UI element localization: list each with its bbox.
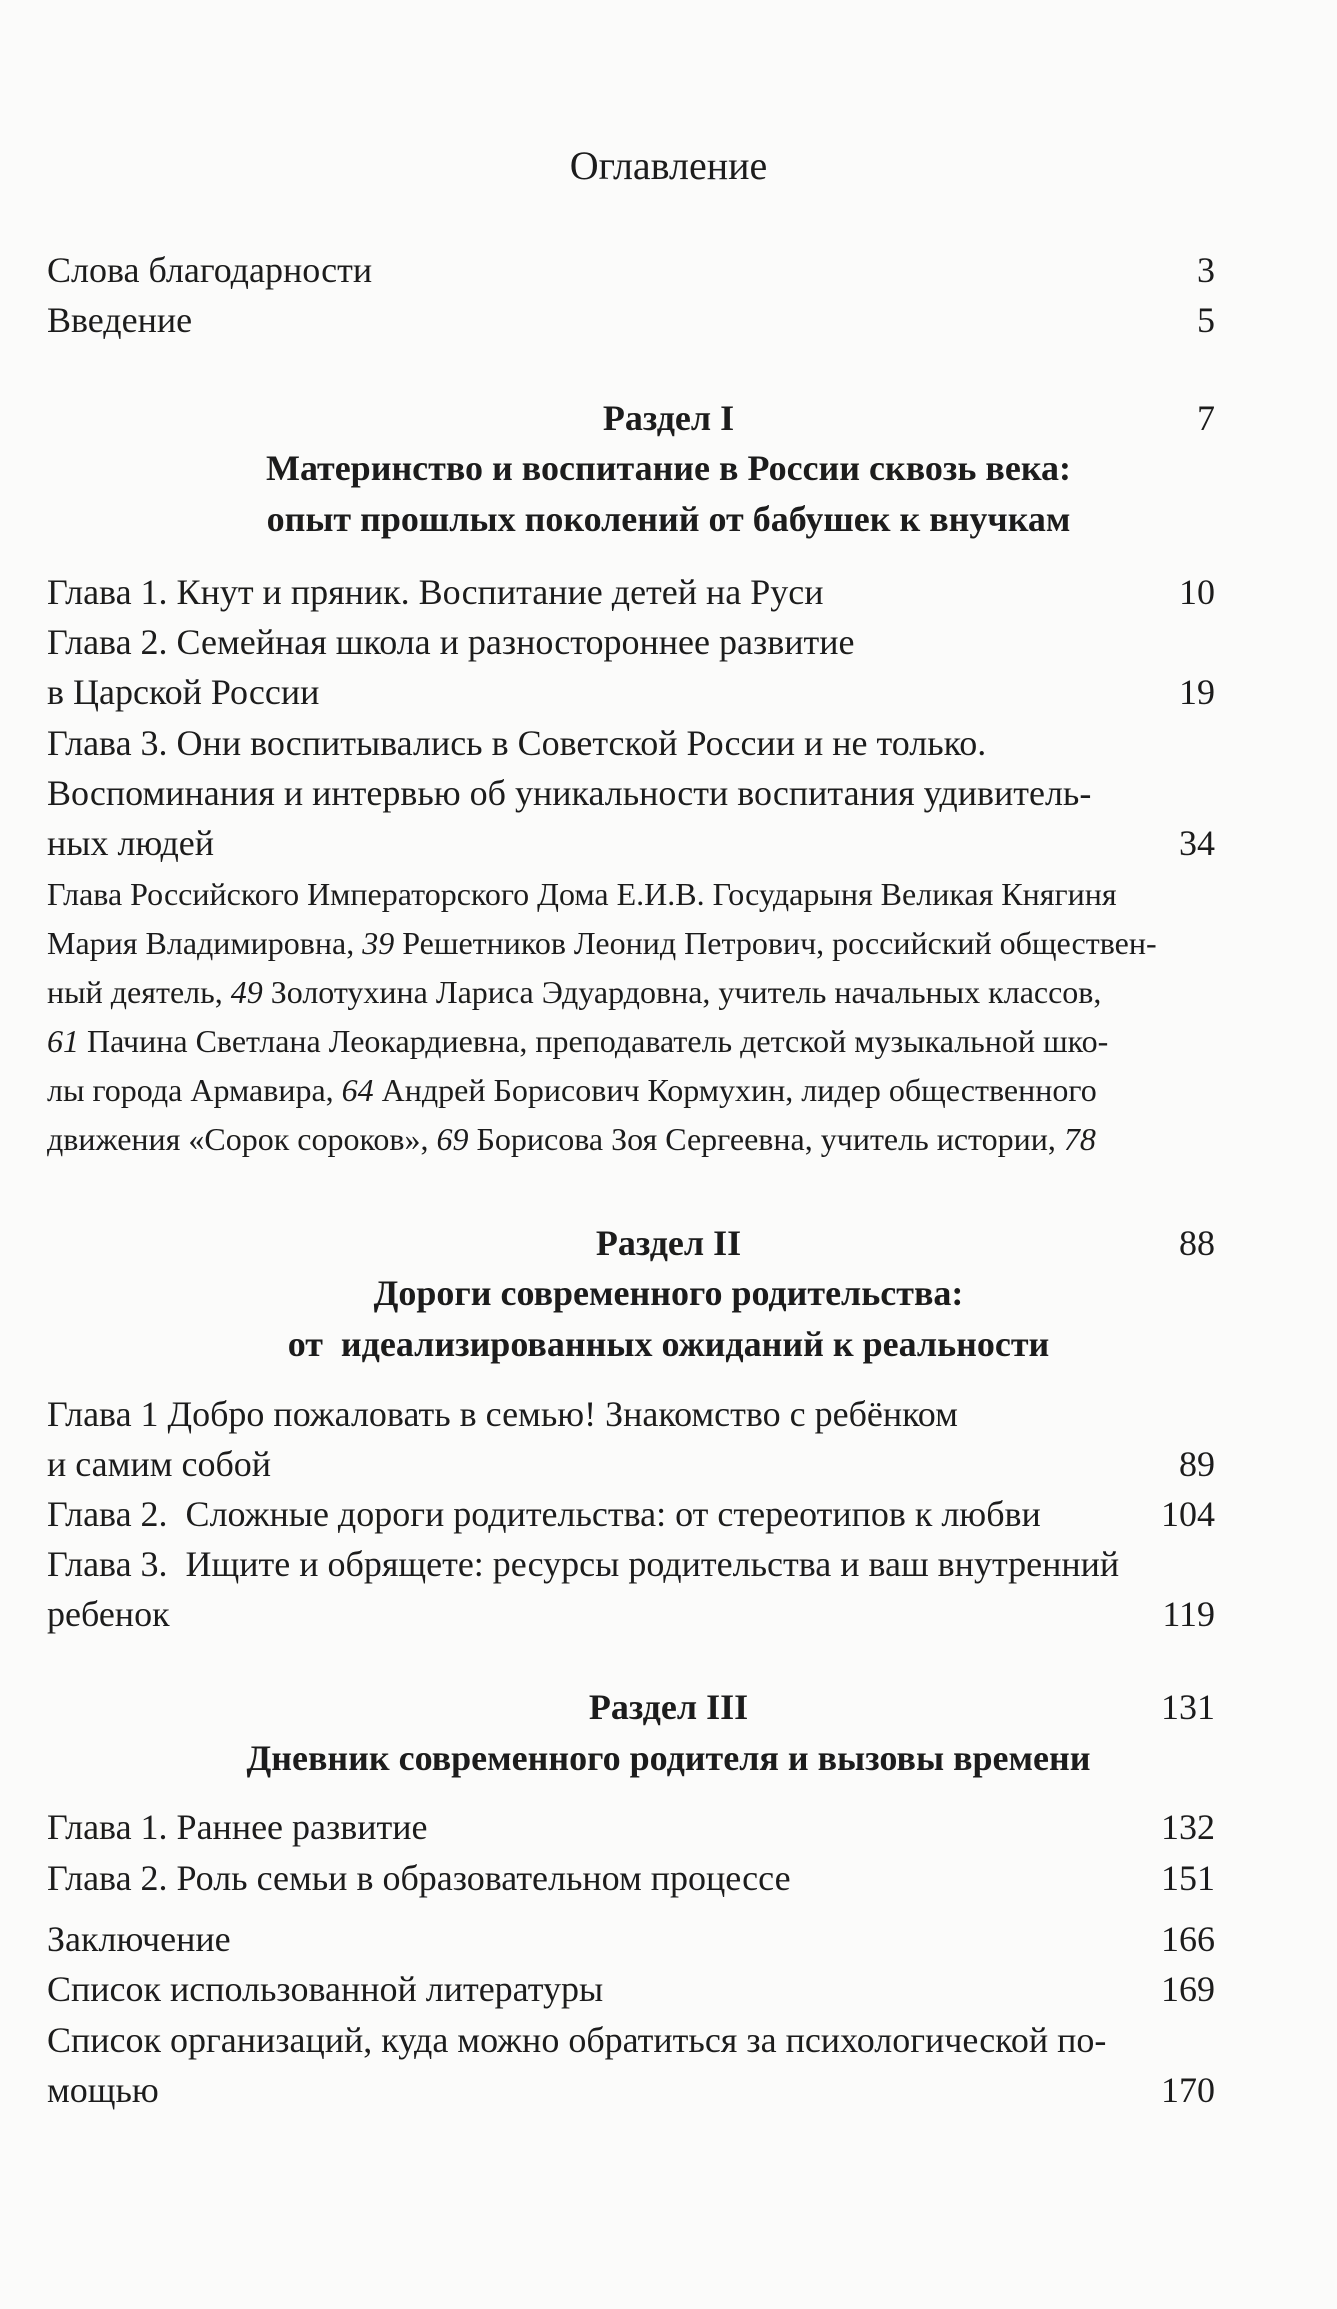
entry-title: ных людей (47, 823, 215, 863)
entry-title: Глава 2. Сложные дороги родительства: от стереотипов к любви (47, 1494, 1041, 1534)
toc-entry-line (47, 617, 1215, 667)
section-page: 7 (1197, 398, 1215, 438)
toc-entry-line (47, 768, 1215, 818)
section-subtitle: Дневник современного родителя и вызовы времени (246, 1738, 1091, 1778)
section-subtitle: опыт прошлых поколений от бабушек к внучкам (266, 499, 1071, 539)
entry-page: 89 (1179, 1444, 1215, 1484)
section-subtitle: от идеализированных ожиданий к реальности (287, 1324, 1050, 1364)
toc-entry (47, 1489, 1215, 1539)
toc-entry (47, 567, 1215, 617)
section-title: Раздел III (588, 1687, 749, 1727)
entry-page: 34 (1179, 823, 1215, 863)
entry-page: 170 (1161, 2070, 1215, 2110)
entry-title: Воспоминания и интервью об уникальности воспитания удивитель- (47, 773, 1092, 813)
entry-page: 166 (1161, 1919, 1215, 1959)
toc-entry (47, 1914, 1215, 1964)
entry-title: в Царской России (47, 672, 320, 712)
entry-title: Список организаций, куда можно обратиться за психологической по- (47, 2020, 1107, 2060)
toc-entry (47, 1589, 1215, 1639)
toc-entry (47, 667, 1215, 717)
entry-title: Глава 2. Семейная школа и разностороннее развитие (47, 622, 855, 662)
toc-entry-line (47, 2015, 1215, 2065)
interview-line: Глава Российского Императорского Дома Е.И.В. Государыня Великая Княгиня (47, 876, 1117, 912)
interview-line: ный деятель, 49 Золотухина Лариса Эдуардовна, учитель начальных классов, (47, 974, 1102, 1010)
section-title: Раздел I (602, 398, 735, 438)
toc-entry (47, 1802, 1215, 1852)
entry-title: Глава 1. Раннее развитие (47, 1807, 428, 1847)
entry-page: 10 (1179, 572, 1215, 612)
section-subtitle: Материнство и воспитание в России сквозь века: (265, 448, 1072, 488)
entry-title: и самим собой (47, 1444, 272, 1484)
interview-line: лы города Армавира, 64 Андрей Борисович Кормухин, лидер общественного (47, 1072, 1097, 1108)
entry-title: Глава 2. Роль семьи в образовательном процессе (47, 1858, 791, 1898)
entry-page: 132 (1161, 1807, 1215, 1847)
entry-page: 104 (1161, 1494, 1215, 1534)
entry-title: Слова благодарности (47, 250, 373, 290)
toc-entry (47, 245, 1215, 295)
toc-entry-line (47, 1539, 1215, 1589)
entry-title: Список использованной литературы (47, 1969, 604, 2009)
toc-entry (47, 1853, 1215, 1903)
entry-title: мощью (47, 2070, 159, 2110)
entry-title: Введение (47, 300, 193, 340)
toc-entry (47, 1964, 1215, 2014)
section-subtitle: Дороги современного родительства: (373, 1273, 964, 1313)
toc-heading: Оглавление (569, 143, 768, 188)
entry-page: 151 (1161, 1858, 1215, 1898)
section-page: 131 (1161, 1687, 1215, 1727)
section-title: Раздел II (595, 1223, 742, 1263)
toc-entry-line (47, 1389, 1215, 1439)
entry-title: Глава 1 Добро пожаловать в семью! Знакомство с ребёнком (47, 1394, 958, 1434)
toc-entry (47, 818, 1215, 868)
entry-page: 19 (1179, 672, 1215, 712)
entry-title: Глава 3. Они воспитывались в Советской России и не только. (47, 723, 987, 763)
interview-line: движения «Сорок сороков», 69 Борисова Зоя Сергеевна, учитель истории, 78 (47, 1121, 1096, 1157)
entry-page: 119 (1162, 1594, 1215, 1634)
section-page: 88 (1179, 1223, 1215, 1263)
entry-title: Глава 3. Ищите и обрящете: ресурсы родительства и ваш внутренний (47, 1544, 1120, 1584)
entry-title: Глава 1. Кнут и пряник. Воспитание детей на Руси (47, 572, 824, 612)
interview-line: 61 Пачина Светлана Леокардиевна, преподаватель детской музыкальной шко- (47, 1023, 1109, 1059)
toc-entry-line (47, 718, 1215, 768)
toc-entry (47, 295, 1215, 345)
entry-title: Заключение (47, 1919, 231, 1959)
entry-page: 169 (1161, 1969, 1215, 2009)
entry-page: 5 (1197, 300, 1215, 340)
entry-page: 3 (1197, 250, 1215, 290)
interview-line: Мария Владимировна, 39 Решетников Леонид Петрович, российский обществен- (47, 925, 1157, 961)
toc-entry (47, 2065, 1215, 2115)
entry-title: ребенок (47, 1594, 170, 1634)
toc-entry (47, 1439, 1215, 1489)
